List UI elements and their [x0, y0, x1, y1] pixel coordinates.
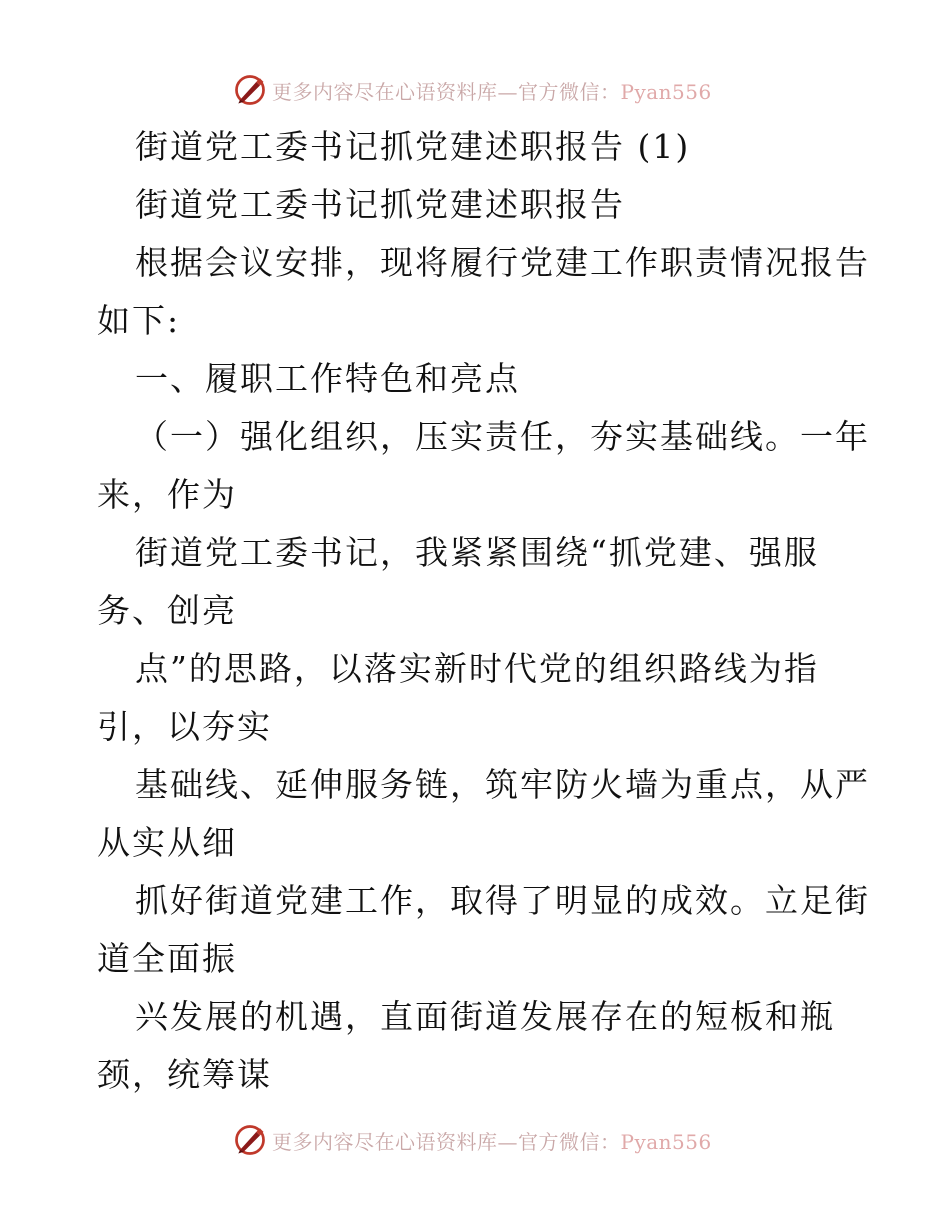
paragraph-line: 点”的思路，以落实新时代党的组织路线为指	[135, 649, 819, 688]
paragraph-line: （一）强化组织，压实责任，夯实基础线。一年	[135, 417, 870, 456]
watermark-banner-bottom	[232, 1120, 712, 1160]
watermark-text: 更多内容尽在心语资料库—官方微信：Pyan556	[272, 79, 712, 104]
pen-circle-logo-icon	[232, 72, 268, 108]
watermark-banner-top	[232, 70, 712, 110]
paragraph-line: 兴发展的机遇，直面街道发展存在的短板和瓶	[135, 997, 835, 1036]
paragraph-line: 基础线、延伸服务链，筑牢防火墙为重点，从严	[135, 765, 870, 804]
paragraph-line: 引，以夯实	[97, 707, 272, 746]
pen-circle-logo-icon	[232, 1122, 268, 1158]
paragraph-line: 街道党工委书记，我紧紧围绕“抓党建、强服	[135, 533, 819, 572]
paragraph-line: 从实从细	[97, 823, 237, 862]
paragraph-line: 务、创亮	[97, 591, 237, 630]
document-heading: 街道党工委书记抓党建述职报告	[135, 185, 625, 224]
watermark-text: 更多内容尽在心语资料库—官方微信：Pyan556	[272, 1129, 712, 1154]
document-title: 街道党工委书记抓党建述职报告 (1)	[135, 127, 691, 166]
section-heading: 一、履职工作特色和亮点	[135, 359, 520, 398]
paragraph-line: 抓好街道党建工作，取得了明显的成效。立足街	[135, 881, 870, 920]
paragraph-line: 来，作为	[97, 475, 237, 514]
paragraph-line: 道全面振	[97, 939, 237, 978]
paragraph-line: 如下:	[97, 301, 181, 340]
paragraph-line: 颈，统筹谋	[97, 1055, 272, 1094]
paragraph-line: 根据会议安排，现将履行党建工作职责情况报告	[135, 243, 870, 282]
